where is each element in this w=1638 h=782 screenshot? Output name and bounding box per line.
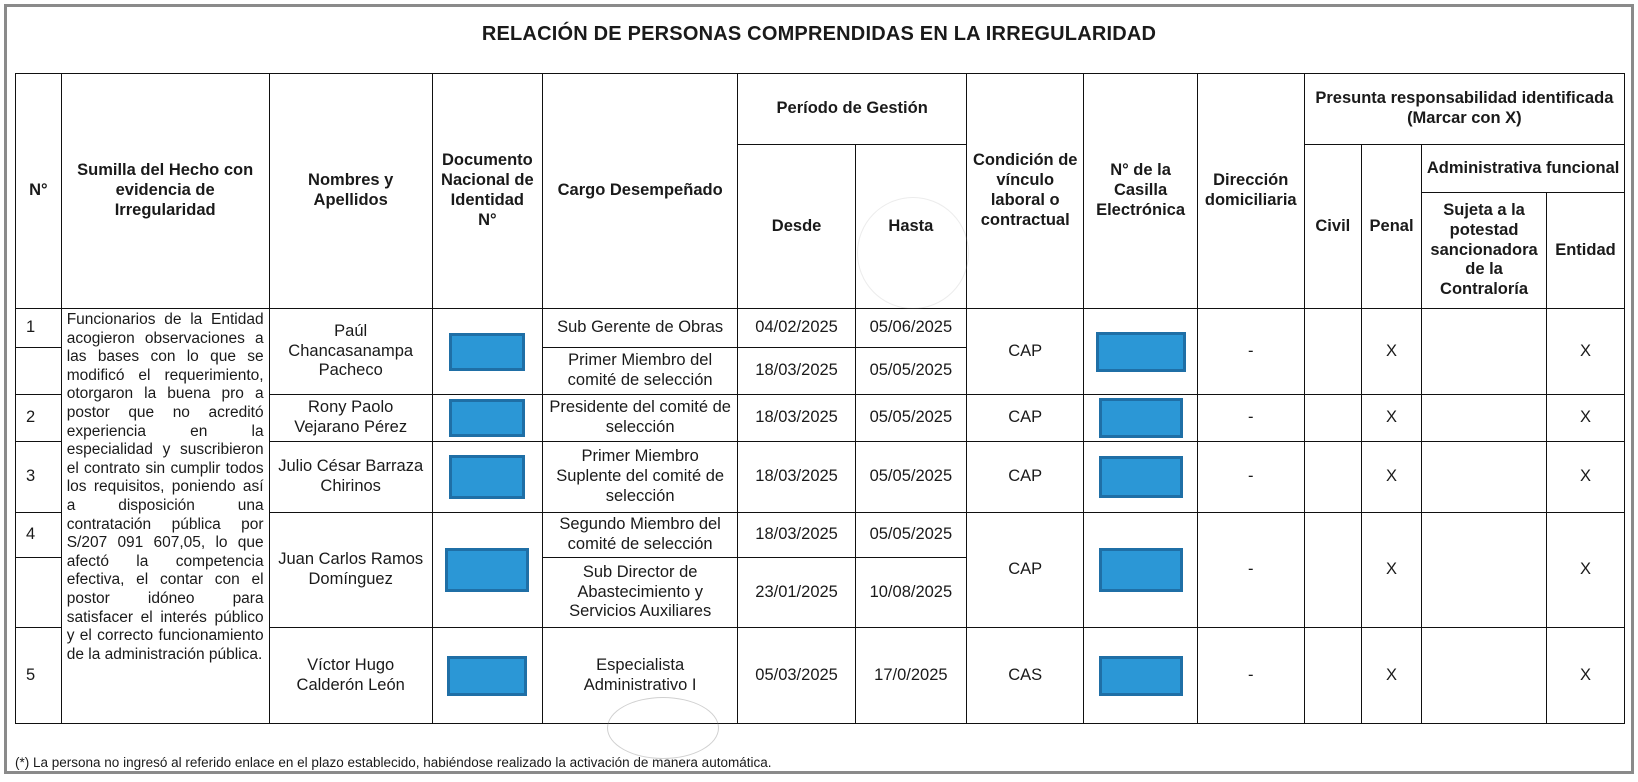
redaction-box <box>447 656 527 696</box>
row-number: 4 <box>16 513 62 558</box>
header-direccion: Dirección domiciliaria <box>1197 74 1304 309</box>
header-civil: Civil <box>1304 145 1361 309</box>
hasta-cell: 05/05/2025 <box>855 513 966 558</box>
header-condicion: Condición de vínculo laboral o contractual <box>966 74 1083 309</box>
person-name: Paúl Chancasanampa Pacheco <box>269 309 432 395</box>
desde-cell: 18/03/2025 <box>738 348 855 395</box>
hasta-cell: 10/08/2025 <box>855 558 966 628</box>
header-presunta <box>1304 74 1624 145</box>
redaction-box <box>1099 656 1183 696</box>
redaction-box <box>1096 332 1186 372</box>
direccion-cell: - <box>1197 309 1304 395</box>
header-dni <box>432 74 542 309</box>
redaction-box <box>449 455 525 499</box>
civil-cell <box>1304 513 1361 628</box>
hasta-cell: 05/06/2025 <box>855 309 966 348</box>
cargo-cell: Sub Director de Abastecimiento y Servicios Auxiliares <box>542 558 737 628</box>
condicion-cell: CAP <box>966 309 1083 395</box>
hasta-cell: 05/05/2025 <box>855 442 966 513</box>
redaction-box <box>445 548 529 592</box>
redaction-box <box>1099 548 1183 592</box>
casilla-cell <box>1084 442 1197 513</box>
entidad-cell: X <box>1546 442 1624 513</box>
dni-cell <box>432 309 542 395</box>
penal-cell: X <box>1361 628 1421 724</box>
sujeta-cell <box>1422 395 1547 442</box>
document-page <box>4 4 1634 774</box>
penal-cell: X <box>1361 309 1421 395</box>
header-dni-label: Documento Nacional de Identidad <box>441 151 534 209</box>
condicion-cell: CAP <box>966 442 1083 513</box>
civil-cell <box>1304 442 1361 513</box>
casilla-cell <box>1084 395 1197 442</box>
condicion-cell: CAP <box>966 395 1083 442</box>
footnote: (*) La persona no ingresó al referido enlace en el plazo establecido, habiéndose realizado la activación de manera automática. <box>15 755 772 770</box>
document-title: RELACIÓN DE PERSONAS COMPRENDIDAS EN LA IRREGULARIDAD <box>481 23 1157 45</box>
row-number: 2 <box>16 395 62 442</box>
row-number: 1 <box>16 309 62 348</box>
entidad-cell: X <box>1546 309 1624 395</box>
direccion-cell: - <box>1197 628 1304 724</box>
desde-cell: 18/03/2025 <box>738 395 855 442</box>
civil-cell <box>1304 309 1361 395</box>
person-name: Víctor Hugo Calderón León <box>269 628 432 724</box>
redaction-box <box>449 333 525 371</box>
penal-cell: X <box>1361 442 1421 513</box>
penal-cell: X <box>1361 395 1421 442</box>
dni-cell <box>432 395 542 442</box>
person-name: Julio César Barraza Chirinos <box>269 442 432 513</box>
header-presunta-note: (Marcar con X) <box>1407 109 1522 127</box>
row-number: 3 <box>16 442 62 513</box>
header-penal: Penal <box>1361 145 1421 309</box>
header-sumilla: Sumilla del Hecho con evidencia de Irregularidad <box>61 74 269 309</box>
sumilla-text: Funcionarios de la Entidad acogieron observaciones a las bases con lo que se modificó el requerimiento, otorgaron la buena pro a postor que no acreditó experiencia en la especialidad y suscribieron el contrato sin cumplir todos los requisitos, poniendo así a disposición una contratación pública por S/207 091 607,05, lo que afectó la competencia efectiva, el contar con el postor idóneo para satisfacer el interés público y el correcto funcionamiento de la administración pública. <box>61 309 269 724</box>
cargo-cell: Primer Miembro del comité de selección <box>542 348 737 395</box>
casilla-cell <box>1084 513 1197 628</box>
sujeta-cell <box>1422 442 1547 513</box>
hasta-cell: 05/05/2025 <box>855 348 966 395</box>
person-name: Juan Carlos Ramos Domínguez <box>269 513 432 628</box>
entidad-cell: X <box>1546 628 1624 724</box>
header-sujeta: Sujeta a la potestad sancionadora de la Contraloría <box>1422 193 1547 309</box>
direccion-cell: - <box>1197 513 1304 628</box>
header-no: N° <box>16 74 62 309</box>
dni-cell <box>432 628 542 724</box>
row-number: 5 <box>16 628 62 724</box>
desde-cell: 18/03/2025 <box>738 513 855 558</box>
entidad-cell: X <box>1546 395 1624 442</box>
redaction-box <box>1099 456 1183 498</box>
condicion-cell: CAS <box>966 628 1083 724</box>
persons-table <box>15 73 1625 724</box>
cargo-cell: Sub Gerente de Obras <box>542 309 737 348</box>
hasta-cell: 05/05/2025 <box>855 395 966 442</box>
sujeta-cell <box>1422 628 1547 724</box>
header-dni-no: N° <box>478 210 497 229</box>
cargo-cell: Primer Miembro Suplente del comité de selección <box>542 442 737 513</box>
header-administrativa: Administrativa funcional <box>1422 145 1625 193</box>
header-entidad: Entidad <box>1546 193 1624 309</box>
row-number-blank <box>16 348 62 395</box>
desde-cell: 18/03/2025 <box>738 442 855 513</box>
condicion-cell: CAP <box>966 513 1083 628</box>
civil-cell <box>1304 395 1361 442</box>
entidad-cell: X <box>1546 513 1624 628</box>
person-name: Rony Paolo Vejarano Pérez <box>269 395 432 442</box>
header-nombres: Nombres y Apellidos <box>269 74 432 309</box>
cargo-cell: Especialista Administrativo I <box>542 628 737 724</box>
desde-cell: 05/03/2025 <box>738 628 855 724</box>
civil-cell <box>1304 628 1361 724</box>
casilla-cell <box>1084 628 1197 724</box>
header-casilla: N° de la Casilla Electrónica <box>1084 74 1197 309</box>
table-row <box>16 309 1625 348</box>
penal-cell: X <box>1361 513 1421 628</box>
header-presunta-label: Presunta responsabilidad identificada <box>1315 89 1614 108</box>
hasta-cell: 17/0/2025 <box>855 628 966 724</box>
direccion-cell: - <box>1197 442 1304 513</box>
header-periodo: Período de Gestión <box>738 74 967 145</box>
header-hasta: Hasta <box>855 145 966 309</box>
header-cargo: Cargo Desempeñado <box>542 74 737 309</box>
sujeta-cell <box>1422 309 1547 395</box>
cargo-cell: Segundo Miembro del comité de selección <box>542 513 737 558</box>
desde-cell: 23/01/2025 <box>738 558 855 628</box>
redaction-box <box>1099 398 1183 438</box>
direccion-cell: - <box>1197 395 1304 442</box>
sujeta-cell <box>1422 513 1547 628</box>
header-desde: Desde <box>738 145 855 309</box>
desde-cell: 04/02/2025 <box>738 309 855 348</box>
cargo-cell: Presidente del comité de selección <box>542 395 737 442</box>
redaction-box <box>449 399 525 437</box>
casilla-cell <box>1084 309 1197 395</box>
row-number-blank <box>16 558 62 628</box>
dni-cell <box>432 442 542 513</box>
dni-cell <box>432 513 542 628</box>
